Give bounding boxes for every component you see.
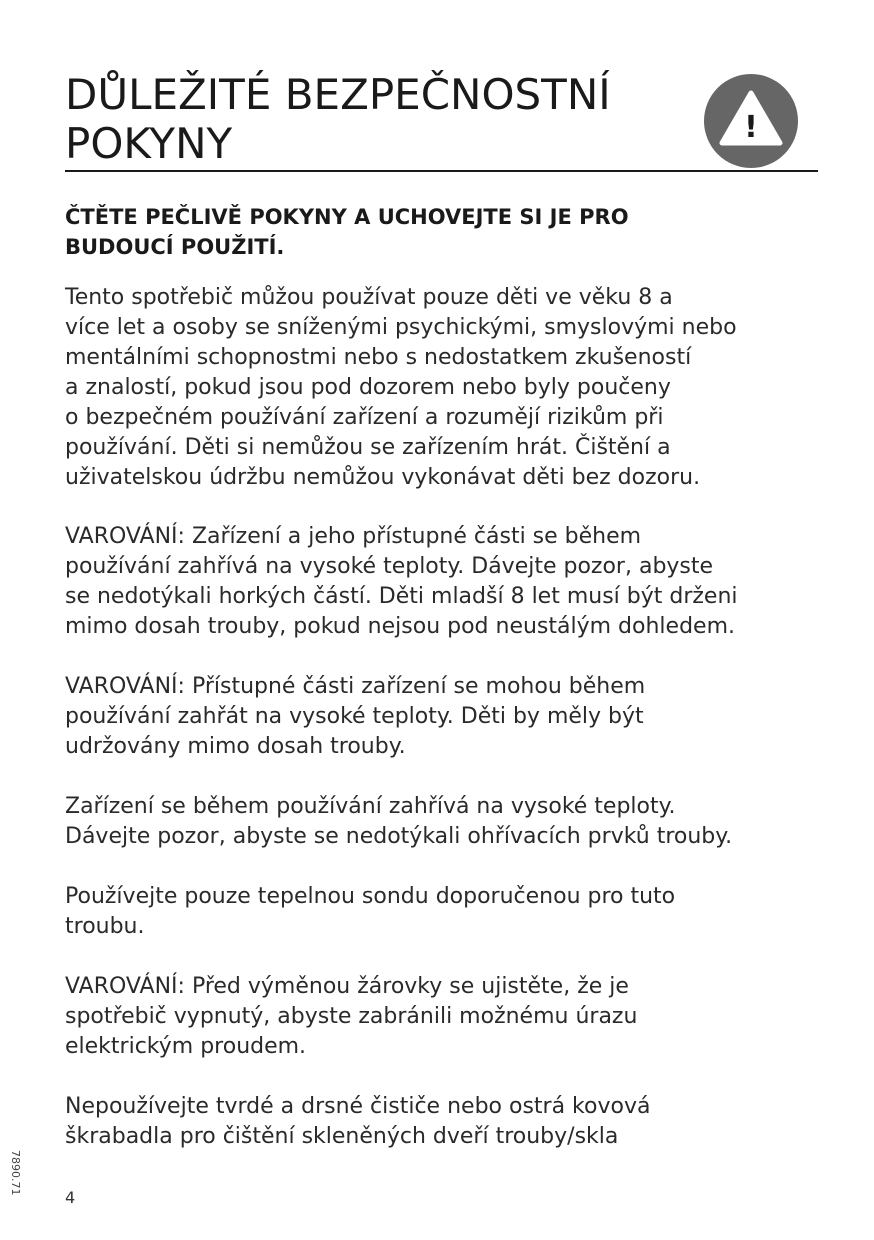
page-number: 4: [65, 1188, 76, 1207]
paragraph-warning-bulb: VAROVÁNÍ: Před výměnou žárovky se ujistěte, že je spotřebič vypnutý, abyste zabránili možnému úrazu elektrickým proudem.: [65, 974, 638, 1059]
warning-exclamation-icon: [703, 73, 799, 169]
paragraph-warning-hot-parts: VAROVÁNÍ: Zařízení a jeho přístupné části se během používání zahřívá na vysoké teploty. Dávejte pozor, abyste se nedotýkali horkých částí. Děti mladší 8 let musí být drženi mimo dosah trouby, pokud nejsou pod neustálým dohledem.: [65, 524, 738, 639]
title-divider: [65, 170, 818, 172]
instructions-heading: ČTĚTE PEČLIVĚ POKYNY A UCHOVEJTE SI JE PRO BUDOUCÍ POUŽITÍ.: [65, 205, 629, 259]
paragraph-temperature-probe: Používejte pouze tepelnou sondu doporučenou pro tuto troubu.: [65, 884, 676, 939]
warning-symbol: !: [744, 110, 758, 145]
paragraph-heating-elements: Zařízení se během používání zahřívá na vysoké teploty. Dávejte pozor, abyste se nedotýkali ohřívacích prvků trouby.: [65, 794, 733, 849]
document-code: 7890.71: [9, 1150, 22, 1196]
page-title: DŮLEŽITÉ BEZPEČNOSTNÍ POKYNY: [65, 70, 611, 168]
paragraph-children-usage: Tento spotřebič můžou používat pouze děti ve věku 8 a více let a osoby se sníženými psychickými, smyslovými nebo mentálními schopnostmi nebo s nedostatkem zkušeností a znalostí, pokud jsou pod dozorem nebo byly poučeny o bezpečném používání zařízení a rozumějí rizikům při používání. Děti si nemůžou se zařízením hrát. Čištění a uživatelskou údržbu nemůžou vykonávat děti bez dozoru.: [65, 285, 737, 490]
paragraph-cleaning-glass: Nepoužívejte tvrdé a drsné čističe nebo ostrá kovová škrabadla pro čištění skleněných dveří trouby/skla: [65, 1094, 651, 1149]
paragraph-warning-accessible-parts: VAROVÁNÍ: Přístupné části zařízení se mohou během používání zahřát na vysoké teploty. Děti by měly být udržovány mimo dosah trouby.: [65, 674, 646, 759]
